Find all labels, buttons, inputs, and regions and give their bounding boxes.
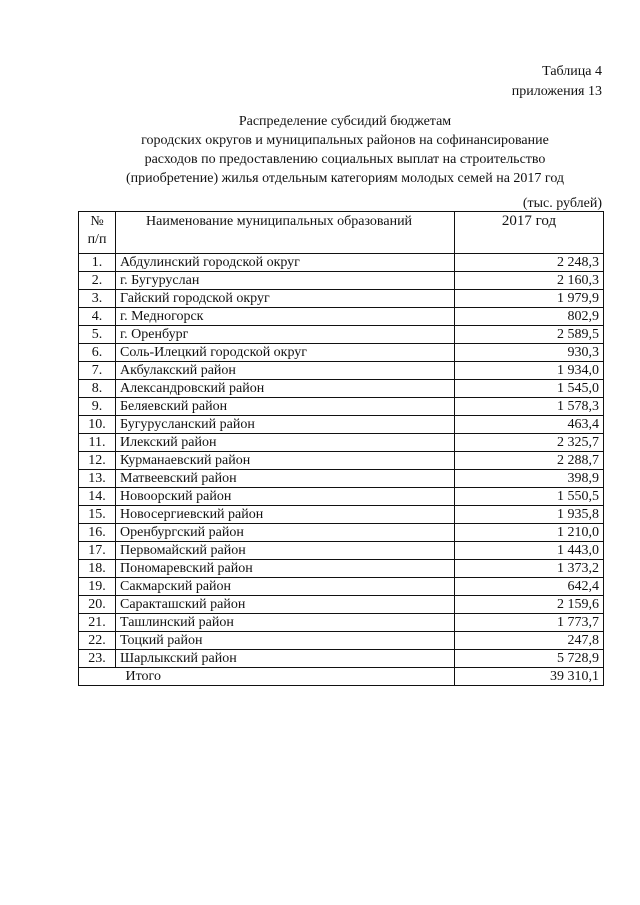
title-line: (приобретение) жилья отдельным категориям молодых семей на 2017 год [125,171,565,186]
municipality-name: Саракташский район [116,596,455,614]
subsidy-value: 1 935,8 [455,506,604,524]
table-row [79,542,604,560]
municipality-name: Акбулакский район [116,362,455,380]
appendix-number-label: приложения 13 [511,84,602,99]
column-header-number-symbol: № [90,214,104,229]
table-row [79,344,604,362]
table-header-row [79,212,604,254]
table-row [79,434,604,452]
table-row [79,614,604,632]
row-number: 5. [79,326,116,344]
total-row-spacer [79,668,116,686]
table-row [79,398,604,416]
total-row [79,668,604,686]
table-row [79,596,604,614]
table-row [79,488,604,506]
total-label: Итого [116,668,455,686]
title-line: городских округов и муниципальных районов на софинансирование [141,133,549,148]
row-number: 20. [79,596,116,614]
subsidy-value: 1 210,0 [455,524,604,542]
municipality-name: Оренбургский район [116,524,455,542]
document-title [40,112,640,188]
table-row [79,632,604,650]
municipality-name: Тоцкий район [116,632,455,650]
municipality-name: г. Медногорск [116,308,455,326]
table-row [79,290,604,308]
subsidy-value: 1 545,0 [455,380,604,398]
appendix-reference [512,62,602,102]
column-header-name: Наименование муниципальных образований [116,212,455,254]
subsidy-value: 1 443,0 [455,542,604,560]
total-value: 39 310,1 [455,668,604,686]
row-number: 4. [79,308,116,326]
municipality-name: Илекский район [116,434,455,452]
subsidy-value: 2 159,6 [455,596,604,614]
municipality-name: Беляевский район [116,398,455,416]
municipality-name: Гайский городской округ [116,290,455,308]
table-row [79,380,604,398]
subsidy-value: 1 550,5 [455,488,604,506]
municipality-name: Шарлыкский район [116,650,455,668]
table-row [79,560,604,578]
row-number: 9. [79,398,116,416]
table-row [79,416,604,434]
municipality-name: Первомайский район [116,542,455,560]
municipality-name: Александровский район [116,380,455,398]
row-number: 23. [79,650,116,668]
title-line: Распределение субсидий бюджетам [238,114,452,129]
column-header-number [79,212,116,254]
column-header-year: 2017 год [455,212,604,254]
subsidy-table [78,211,604,686]
subsidy-value: 1 934,0 [455,362,604,380]
subsidy-value: 2 288,7 [455,452,604,470]
subsidy-value: 247,8 [455,632,604,650]
subsidy-value: 2 248,3 [455,254,604,272]
subsidy-value: 2 325,7 [455,434,604,452]
row-number: 13. [79,470,116,488]
row-number: 22. [79,632,116,650]
subsidy-value: 5 728,9 [455,650,604,668]
table-row [79,362,604,380]
row-number: 11. [79,434,116,452]
table-row [79,524,604,542]
row-number: 10. [79,416,116,434]
subsidy-value: 2 160,3 [455,272,604,290]
row-number: 7. [79,362,116,380]
row-number: 16. [79,524,116,542]
row-number: 12. [79,452,116,470]
row-number: 8. [79,380,116,398]
subsidy-value: 1 373,2 [455,560,604,578]
row-number: 6. [79,344,116,362]
row-number: 14. [79,488,116,506]
title-line: расходов по предоставлению социальных выплат на строительство [144,152,546,167]
table-row [79,452,604,470]
subsidy-value: 2 589,5 [455,326,604,344]
subsidy-value: 1 979,9 [455,290,604,308]
municipality-name: г. Оренбург [116,326,455,344]
municipality-name: Пономаревский район [116,560,455,578]
row-number: 1. [79,254,116,272]
table-row [79,254,604,272]
row-number: 2. [79,272,116,290]
row-number: 3. [79,290,116,308]
subsidy-value: 802,9 [455,308,604,326]
table-row [79,272,604,290]
table-row [79,578,604,596]
subsidy-value: 1 773,7 [455,614,604,632]
municipality-name: Новосергиевский район [116,506,455,524]
subsidy-value: 930,3 [455,344,604,362]
column-header-number-abbr: п/п [87,232,107,247]
table-row [79,470,604,488]
table-row [79,506,604,524]
row-number: 15. [79,506,116,524]
municipality-name: Сакмарский район [116,578,455,596]
table-body [79,254,604,668]
municipality-name: Бугурусланский район [116,416,455,434]
municipality-name: г. Бугуруслан [116,272,455,290]
municipality-name: Матвеевский район [116,470,455,488]
subsidy-value: 1 578,3 [455,398,604,416]
municipality-name: Новоорский район [116,488,455,506]
table-row [79,308,604,326]
row-number: 19. [79,578,116,596]
table-number-label: Таблица 4 [542,64,602,79]
municipality-name: Курманаевский район [116,452,455,470]
municipality-name: Соль-Илецкий городской округ [116,344,455,362]
municipality-name: Абдулинский городской округ [116,254,455,272]
table-row [79,326,604,344]
subsidy-value: 642,4 [455,578,604,596]
row-number: 17. [79,542,116,560]
municipality-name: Ташлинский район [116,614,455,632]
units-label: (тыс. рублей) [522,196,602,211]
row-number: 18. [79,560,116,578]
subsidy-value: 463,4 [455,416,604,434]
subsidy-value: 398,9 [455,470,604,488]
row-number: 21. [79,614,116,632]
table-row [79,650,604,668]
